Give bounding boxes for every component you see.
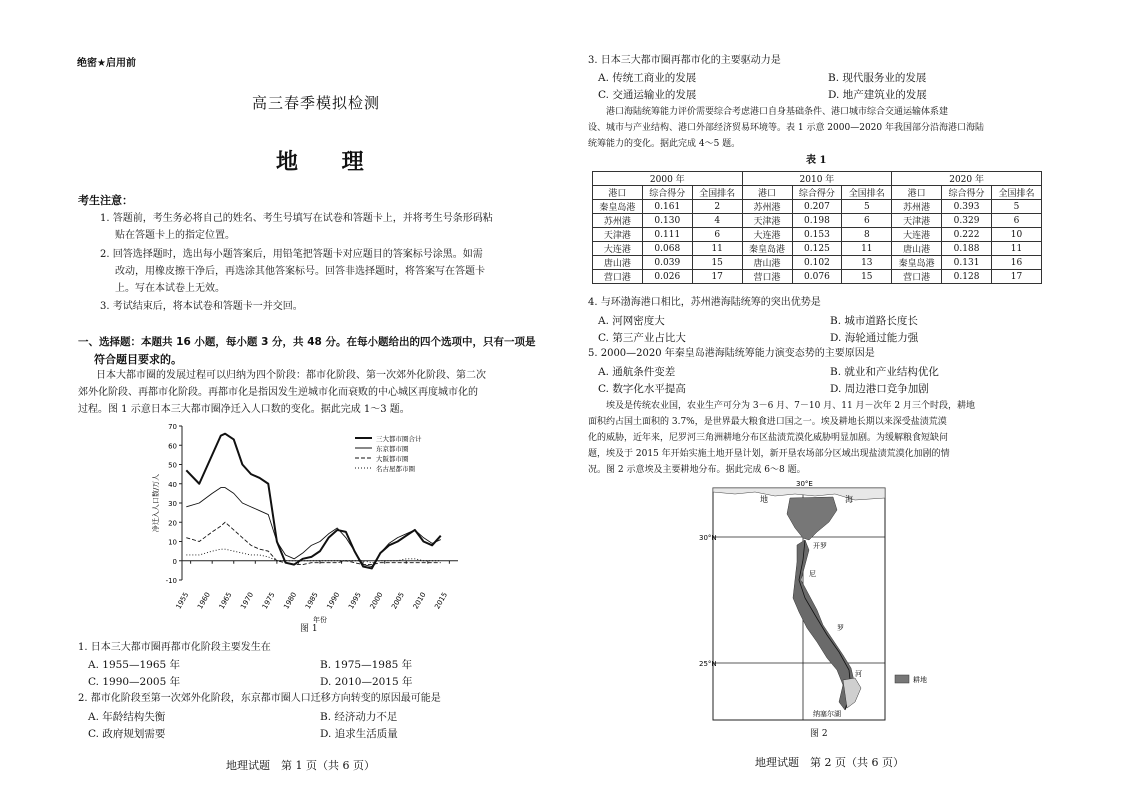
figure-2-map bbox=[699, 480, 945, 740]
table-cell: 大连港 bbox=[742, 228, 792, 242]
sea-label: 地 bbox=[760, 495, 768, 504]
table-cell: 大连港 bbox=[593, 242, 643, 256]
table-cell: 天津港 bbox=[593, 228, 643, 242]
question-4-stem: 4. 与环渤海港口相比，苏州港海陆统筹的突出优势是 bbox=[588, 297, 821, 308]
table-cell: 16 bbox=[992, 256, 1042, 270]
question-2-stem: 2. 都市化阶段至第一次郊外化阶段，东京都市圈人口迁移方向转变的原因最可能是 bbox=[78, 693, 441, 704]
table-row bbox=[593, 200, 1042, 214]
q5-option-c[interactable]: C. 数字化水平提高 bbox=[598, 383, 686, 395]
table-cell: 11 bbox=[992, 242, 1042, 256]
column-header: 综合得分 bbox=[642, 186, 692, 200]
legend-label: 东京都市圈 bbox=[376, 445, 409, 453]
table-cell: 大连港 bbox=[892, 228, 942, 242]
table-cell: 0.153 bbox=[792, 228, 842, 242]
table-cell: 秦皇岛港 bbox=[593, 200, 643, 214]
section-heading-cont: 符合题目要求的。 bbox=[94, 353, 182, 366]
table-cell: 6 bbox=[992, 214, 1042, 228]
x-tick-label: 2015 bbox=[433, 591, 450, 611]
column-header: 港口 bbox=[892, 186, 942, 200]
y-tick-label: 0 bbox=[172, 557, 177, 566]
notice-item: 3. 考试结束后，将本试卷和答题卡一并交回。 bbox=[100, 301, 303, 312]
column-header: 综合得分 bbox=[942, 186, 992, 200]
intro2-paragraph: 港口海陆统筹能力评价需要综合考虑港口自身基础条件、港口城市综合交通运输体系建 bbox=[606, 107, 949, 117]
sea-label: 海 bbox=[845, 495, 853, 504]
notice-heading: 考生注意： bbox=[78, 194, 133, 207]
year-header: 2000 年 bbox=[593, 172, 743, 186]
intro2-paragraph: 设、城市与产业结构、港口外部经济贸易环境等。表 1 示意 2000—2020 年我国部分沿海港口海陆 bbox=[588, 123, 984, 133]
legend-label: 三大都市圈合计 bbox=[376, 435, 422, 443]
column-header: 综合得分 bbox=[792, 186, 842, 200]
table-cell: 0.068 bbox=[642, 242, 692, 256]
q4-option-c[interactable]: C. 第三产业占比大 bbox=[598, 332, 686, 344]
intro3-paragraph: 题，埃及于 2015 年开始实施土地开垦计划，新开垦农场部分区域出现盐渍荒漠化加剧的情 bbox=[588, 449, 950, 459]
column-header: 全国排名 bbox=[992, 186, 1042, 200]
table-cell: 0.130 bbox=[642, 214, 692, 228]
table-row bbox=[593, 270, 1042, 284]
notice-item: 上。写在本试卷上无效。 bbox=[115, 283, 225, 294]
table-cell: 天津港 bbox=[892, 214, 942, 228]
x-tick-label: 2000 bbox=[368, 591, 385, 611]
table-row bbox=[593, 256, 1042, 270]
table-header-row bbox=[593, 186, 1042, 200]
x-tick-label: 1955 bbox=[174, 591, 191, 611]
figure-1-caption: 图 1 bbox=[300, 624, 318, 634]
q1-option-a[interactable]: A. 1955—1965 年 bbox=[88, 659, 181, 671]
q5-option-b[interactable]: B. 就业和产业结构优化 bbox=[830, 366, 939, 378]
table-cell: 0.188 bbox=[942, 242, 992, 256]
intro3-paragraph: 面积约占国土面积的 3.7%，是世界最大粮食进口国之一。埃及耕地长期以来深受盐渍荒漠 bbox=[588, 417, 947, 427]
table-cell: 苏州港 bbox=[742, 200, 792, 214]
table-row bbox=[593, 228, 1042, 242]
intro3-paragraph: 埃及是传统农业国，农业生产可分为 3－6 月、7－10 月、11 月－次年 2 月三个时段，耕地 bbox=[606, 401, 975, 411]
q3-option-b[interactable]: B. 现代服务业的发展 bbox=[828, 72, 927, 84]
river-label: 河 bbox=[855, 670, 862, 678]
table-cell: 0.393 bbox=[942, 200, 992, 214]
q5-option-a[interactable]: A. 通航条件变差 bbox=[598, 366, 676, 378]
notice-item: 贴在答题卡上的指定位置。 bbox=[115, 230, 235, 241]
y-tick-label: 30 bbox=[168, 500, 177, 508]
q4-option-b[interactable]: B. 城市道路长度长 bbox=[830, 315, 918, 327]
table-cell: 唐山港 bbox=[892, 242, 942, 256]
table-cell: 8 bbox=[842, 228, 892, 242]
q2-option-b[interactable]: B. 经济动力不足 bbox=[320, 711, 398, 723]
q1-option-c[interactable]: C. 1990—2005 年 bbox=[88, 676, 181, 688]
x-tick-label: 1995 bbox=[347, 591, 363, 611]
series-line-3 bbox=[186, 522, 440, 564]
y-tick-label: 60 bbox=[168, 442, 177, 451]
table-cell: 0.207 bbox=[792, 200, 842, 214]
table-cell: 0.026 bbox=[642, 270, 692, 284]
table-cell: 13 bbox=[842, 256, 892, 270]
question-3-stem: 3. 日本三大都市圈再都市化的主要驱动力是 bbox=[588, 55, 781, 66]
table-1-title: 表 1 bbox=[806, 155, 827, 166]
table-cell: 营口港 bbox=[892, 270, 942, 284]
table-cell: 5 bbox=[992, 200, 1042, 214]
exam-title: 高三春季模拟检测 bbox=[252, 94, 381, 112]
column-header: 港口 bbox=[742, 186, 792, 200]
table-cell: 唐山港 bbox=[742, 256, 792, 270]
page-footer-right: 地理试题 第 2 页（共 6 页） bbox=[755, 756, 904, 769]
q1-option-b[interactable]: B. 1975—1985 年 bbox=[320, 659, 413, 671]
lon-label: 30°E bbox=[796, 480, 813, 488]
question-1-stem: 1. 日本三大都市圈再都市化阶段主要发生在 bbox=[78, 642, 271, 653]
column-header: 全国排名 bbox=[692, 186, 742, 200]
table-cell: 11 bbox=[692, 242, 742, 256]
table-cell: 营口港 bbox=[742, 270, 792, 284]
table-cell: 6 bbox=[692, 228, 742, 242]
notice-item: 1. 答题前，考生务必将自己的姓名、考生号填写在试卷和答题卡上，并将考生号条形码粘 bbox=[100, 213, 493, 224]
intro3-paragraph: 况。图 2 示意埃及主要耕地分布。据此完成 6～8 题。 bbox=[588, 465, 806, 475]
table-cell: 0.131 bbox=[942, 256, 992, 270]
x-tick-label: 1960 bbox=[196, 591, 212, 611]
figure-2-caption: 图 2 bbox=[810, 729, 828, 739]
river-label: 尼 bbox=[809, 570, 816, 578]
table-cell: 5 bbox=[842, 200, 892, 214]
table-cell: 0.161 bbox=[642, 200, 692, 214]
legend-label: 大阪都市圈 bbox=[376, 455, 409, 463]
x-tick-label: 1965 bbox=[217, 591, 234, 611]
table-cell: 0.128 bbox=[942, 270, 992, 284]
y-tick-label: 20 bbox=[168, 519, 177, 528]
intro-paragraph: 郊外化阶段、再都市化阶段。再都市化是指因发生逆城市化而衰败的中心城区再度城市化的 bbox=[78, 387, 478, 398]
q3-option-c[interactable]: C. 交通运输业的发展 bbox=[598, 89, 697, 101]
confidential-mark: 绝密★启用前 bbox=[77, 58, 136, 69]
table-cell: 15 bbox=[842, 270, 892, 284]
river-label: 罗 bbox=[837, 624, 844, 632]
x-tick-label: 1985 bbox=[303, 591, 320, 611]
q4-option-d[interactable]: D. 海轮通过能力强 bbox=[830, 332, 919, 344]
lat-30-label: 30°N bbox=[699, 534, 717, 542]
x-tick-label: 1970 bbox=[239, 591, 256, 611]
notice-item: 2. 回答选择题时，选出每小题答案后，用铅笔把答题卡对应题目的答案标号涂黑。如需 bbox=[100, 249, 483, 260]
table-cell: 0.198 bbox=[792, 214, 842, 228]
lake-label: 纳塞尔湖 bbox=[813, 710, 841, 718]
table-cell: 4 bbox=[692, 214, 742, 228]
table-cell: 15 bbox=[692, 256, 742, 270]
legend-swatch bbox=[895, 675, 909, 683]
lat-25-label: 25°N bbox=[699, 660, 717, 668]
question-5-stem: 5. 2000—2020 年秦皇岛港海陆统筹能力演变态势的主要原因是 bbox=[588, 348, 875, 359]
notice-item: 改动，用橡皮擦干净后，再选涂其他答案标号。回答非选择题时，将答案写在答题卡 bbox=[115, 266, 485, 277]
section-heading: 一、选择题：本题共 16 小题，每小题 3 分，共 48 分。在每小题给出的四个选项中，只有一项是 bbox=[78, 336, 536, 348]
table-cell: 苏州港 bbox=[593, 214, 643, 228]
intro-paragraph: 日本大都市圈的发展过程可以归纳为四个阶段：都市化阶段、第一次郊外化阶段、第二次 bbox=[96, 370, 486, 381]
table-row bbox=[593, 214, 1042, 228]
y-tick-label: -10 bbox=[165, 577, 177, 585]
table-cell: 秦皇岛港 bbox=[892, 256, 942, 270]
table-cell: 营口港 bbox=[593, 270, 643, 284]
q3-option-a[interactable]: A. 传统工商业的发展 bbox=[598, 72, 697, 84]
x-tick-label: 1975 bbox=[260, 591, 277, 611]
y-tick-label: 70 bbox=[168, 423, 177, 431]
table-row bbox=[593, 242, 1042, 256]
x-tick-label: 2010 bbox=[411, 591, 428, 611]
legend-label: 名古屋都市圈 bbox=[376, 465, 415, 473]
y-tick-label: 10 bbox=[168, 538, 177, 547]
table-1 bbox=[592, 171, 1042, 284]
table-cell: 苏州港 bbox=[892, 200, 942, 214]
x-tick-label: 1980 bbox=[282, 591, 299, 611]
intro-paragraph: 过程。图 1 示意日本三大都市圈净迁入人口数的变化。据此完成 1～3 题。 bbox=[78, 404, 410, 415]
series-line-1 bbox=[186, 434, 440, 569]
table-cell: 10 bbox=[992, 228, 1042, 242]
table-cell: 天津港 bbox=[742, 214, 792, 228]
table-cell: 2 bbox=[692, 200, 742, 214]
y-tick-label: 40 bbox=[168, 480, 177, 489]
x-tick-label: 1990 bbox=[325, 591, 342, 611]
q2-option-d[interactable]: D. 追求生活质量 bbox=[320, 728, 398, 740]
year-header: 2010 年 bbox=[742, 172, 892, 186]
table-cell: 6 bbox=[842, 214, 892, 228]
table-cell: 17 bbox=[692, 270, 742, 284]
y-axis-label: 净迁入人口数/万人 bbox=[152, 473, 160, 533]
city-label: 开罗 bbox=[813, 542, 827, 550]
q4-option-a[interactable]: A. 河网密度大 bbox=[598, 315, 665, 327]
subject-title: 地 理 bbox=[276, 150, 382, 175]
table-cell: 0.329 bbox=[942, 214, 992, 228]
table-cell: 0.111 bbox=[642, 228, 692, 242]
q5-option-d[interactable]: D. 周边港口竞争加剧 bbox=[830, 383, 929, 395]
table-cell: 0.102 bbox=[792, 256, 842, 270]
table-cell: 11 bbox=[842, 242, 892, 256]
column-header: 港口 bbox=[593, 186, 643, 200]
table-year-row bbox=[593, 172, 1042, 186]
page-footer-left: 地理试题 第 1 页（共 6 页） bbox=[226, 759, 375, 772]
year-header: 2020 年 bbox=[892, 172, 1042, 186]
intro2-paragraph: 统筹能力的变化。据此完成 4～5 题。 bbox=[588, 139, 741, 149]
table-cell: 17 bbox=[992, 270, 1042, 284]
table-cell: 秦皇岛港 bbox=[742, 242, 792, 256]
table-cell: 0.039 bbox=[642, 256, 692, 270]
q2-option-a[interactable]: A. 年龄结构失衡 bbox=[88, 711, 166, 723]
y-tick-label: 50 bbox=[168, 461, 177, 470]
intro3-paragraph: 化的威胁，近年来，尼罗河三角洲耕地分布区盐渍荒漠化威胁明显加剧。为缓解粮食短缺问 bbox=[588, 433, 949, 443]
q2-option-c[interactable]: C. 政府规划需要 bbox=[88, 728, 166, 740]
table-cell: 0.222 bbox=[942, 228, 992, 242]
table-cell: 唐山港 bbox=[593, 256, 643, 270]
q3-option-d[interactable]: D. 地产建筑业的发展 bbox=[828, 89, 927, 101]
table-cell: 0.076 bbox=[792, 270, 842, 284]
column-header: 全国排名 bbox=[842, 186, 892, 200]
x-axis-label: 年份 bbox=[313, 616, 327, 624]
legend-label: 耕地 bbox=[913, 676, 927, 684]
x-tick-label: 2005 bbox=[390, 591, 406, 611]
figure-1-chart bbox=[140, 418, 470, 628]
q1-option-d[interactable]: D. 2010—2015 年 bbox=[320, 676, 413, 688]
table-cell: 0.125 bbox=[792, 242, 842, 256]
